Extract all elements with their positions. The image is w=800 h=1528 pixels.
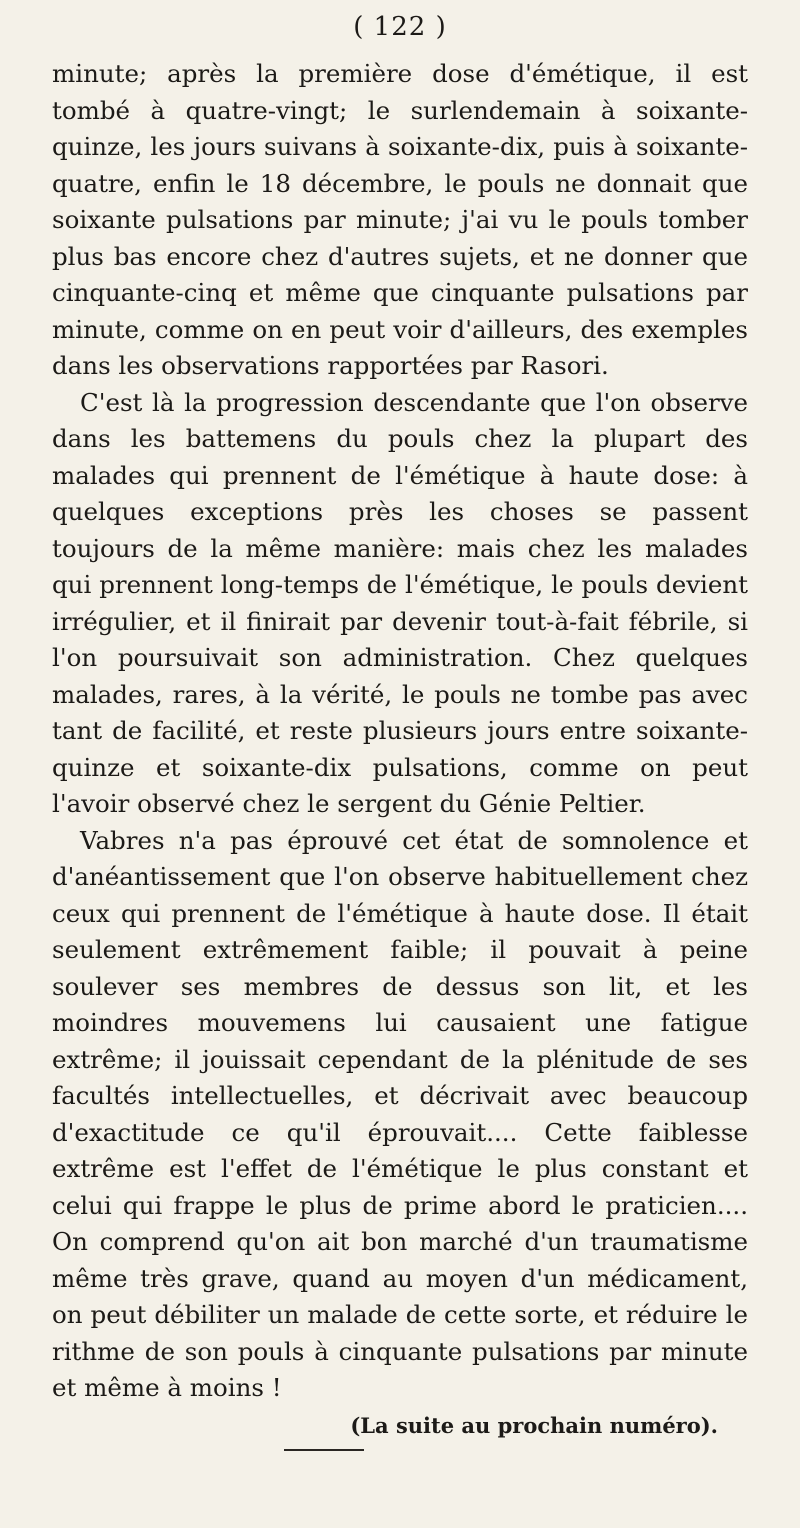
paragraph-2: C'est là la progression descendante que l'on observe dans les battemens du pouls chez la plupart des malades qui prennent de l'émétique à haute dose: à quelques exceptions près les choses se passent toujours de la même manière: mais chez les malades qui prennent long-temps de l'émétique, le pouls devient irrégulier, et il finirait par devenir tout-à-fait fébrile, si l'on poursuivait son administration. Chez quelques malades, rares, à la vérité, le pouls ne tombe pas avec tant de facilité, et reste plusieurs jours entre soixante-quinze et soixante-dix pulsations, comme on peut l'avoir observé chez le sergent du Génie Peltier. xyxy=(52,387,748,818)
page-number: ( 122 ) xyxy=(353,12,447,42)
end-rule xyxy=(284,1449,364,1451)
paragraph-1: minute; après la première dose d'émétique, il est tombé à quatre-vingt; le surlendemain à soixante-quinze, les jours suivans à soixante-dix, puis à soixante-quatre, enfin le 18 décembre, le pouls ne donnait que soixante pulsations par minute; j'ai vu le pouls tomber plus bas encore chez d'autres sujets, et ne donner que cinquante-cinq et même que cinquante pulsations par minute, comme on en peut voir d'ailleurs, des exemples dans les observations rapportées par Rasori. xyxy=(52,59,748,380)
continuation-note: (La suite au prochain numéro). xyxy=(350,1412,718,1438)
body-text xyxy=(52,56,748,1407)
paragraph-3: Vabres n'a pas éprouvé cet état de somnolence et d'anéantissement que l'on observe habituellement chez ceux qui prennent de l'émétique à haute dose. Il était seulement extrêmement faible; il pouvait à peine soulever ses membres de dessus son lit, et les moindres mouvemens lui causaient une fatigue extrême; il jouissait cependant de la plénitude de ses facultés intellectuelles, et décrivait avec beaucoup d'exactitude ce qu'il éprouvait.... Cette faiblesse extrême est l'effet de l'émétique le plus constant et celui qui frappe le plus de prime abord le praticien.... On comprend qu'on ait bon marché d'un traumatisme même très grave, quand au moyen d'un médicament, on peut débiliter un malade de cette sorte, et réduire le rithme de son pouls à cinquante pulsations par minute et même à moins ! xyxy=(52,825,748,1402)
